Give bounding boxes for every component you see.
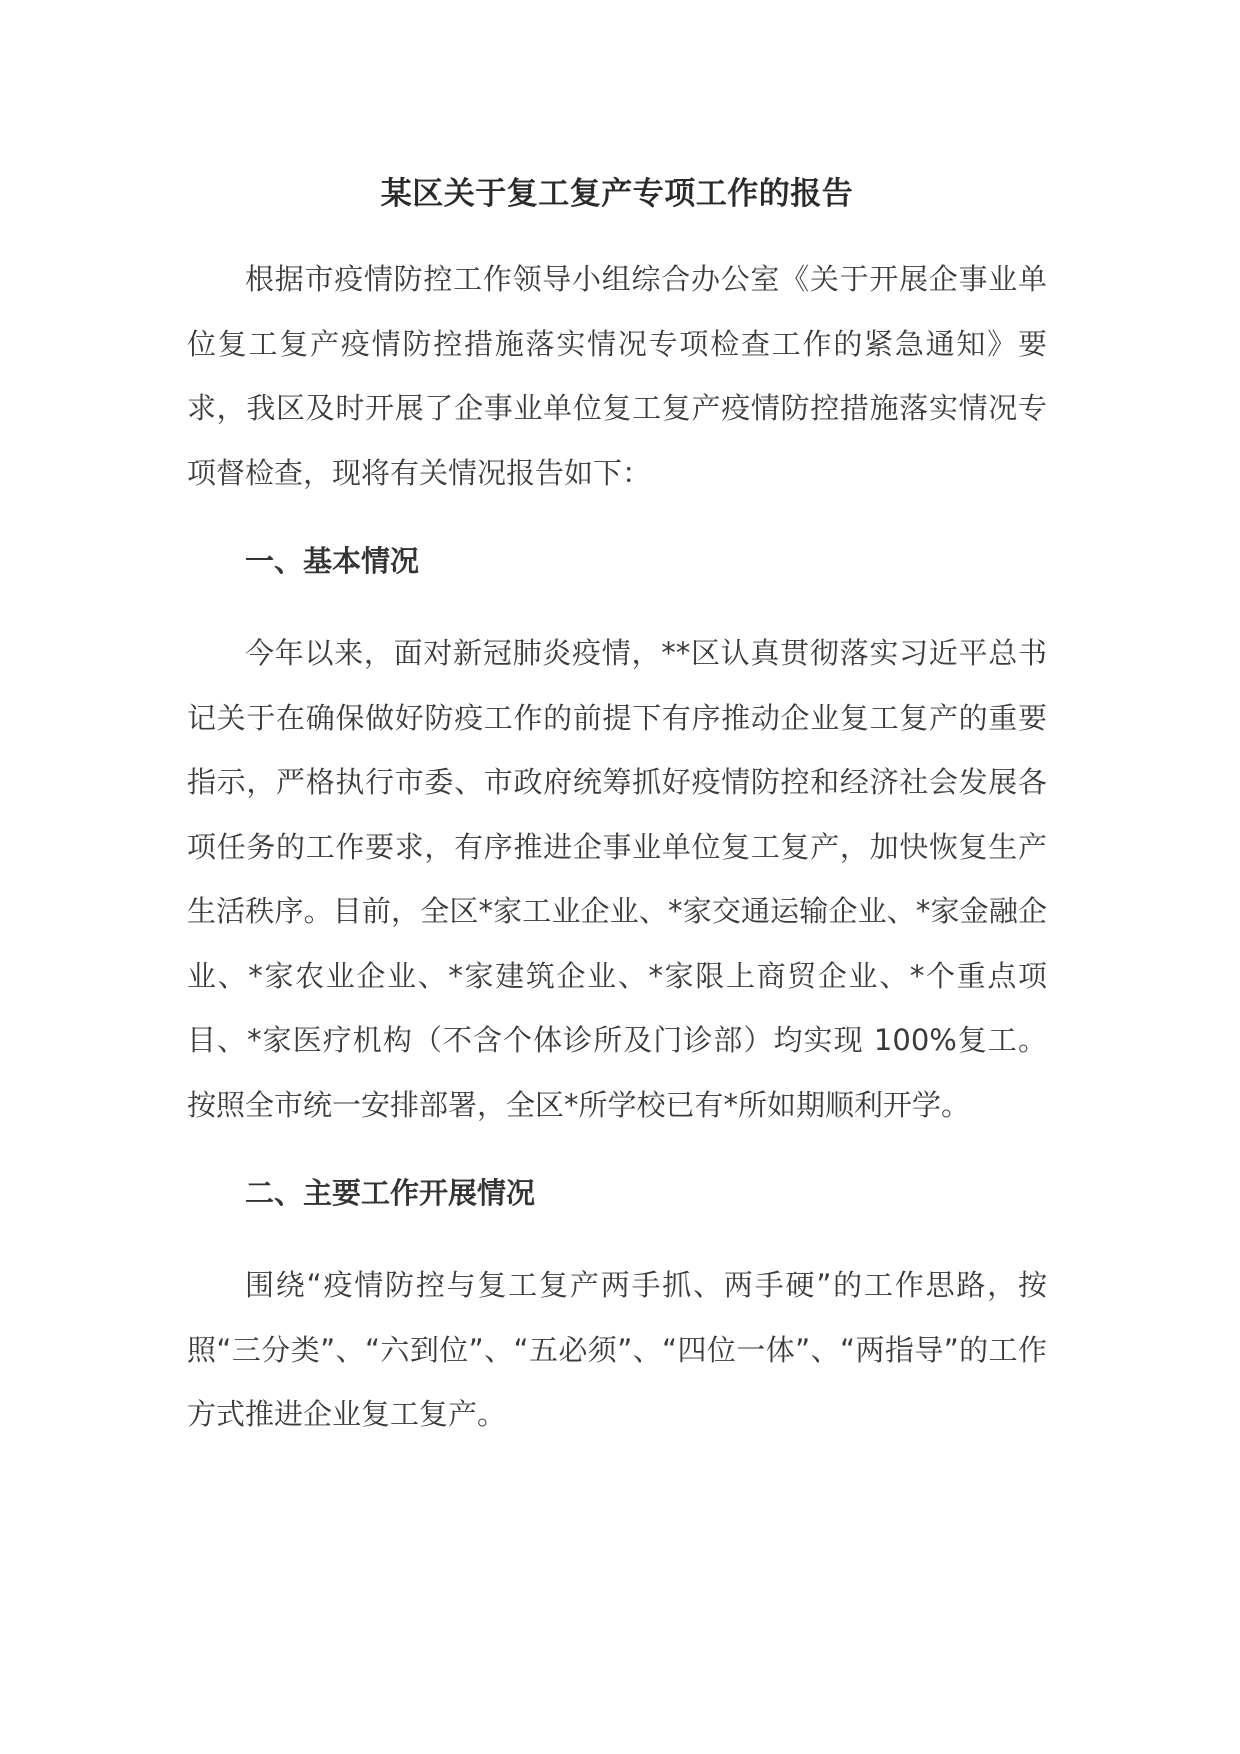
section-heading-basic-situation: 一、基本情况	[245, 544, 420, 578]
document-title: 某区关于复工复产专项工作的报告	[380, 176, 854, 212]
document-page	[187, 150, 1047, 1447]
intro-paragraph: 根据市疫情防控工作领导小组综合办公室《关于开展企事业单位复工复产疫情防控措施落实情况专项检查工作的紧急通知》要求，我区及时开展了企事业单位复工复产疫情防控措施落实情况专项督检查，现将有关情况报告如下：	[187, 262, 1047, 490]
basic-situation-paragraph: 今年以来，面对新冠肺炎疫情，**区认真贯彻落实习近平总书记关于在确保做好防疫工作的前提下有序推动企业复工复产的重要指示，严格执行市委、市政府统筹抓好疫情防控和经济社会发展各项任务的工作要求，有序推进企事业单位复工复产，加快恢复生产生活秩序。目前，全区*家工业企业、*家交通运输企业、*家金融企业、*家农业企业、*家建筑企业、*家限上商贸企业、*个重点项目、*家医疗机构（不含个体诊所及门诊部）均实现 100%复工。按照全市统一安排部署，全区*所学校已有*所如期顺利开学。	[187, 636, 1047, 1122]
section-heading-main-work: 二、主要工作开展情况	[245, 1176, 536, 1210]
main-work-paragraph: 围绕“疫情防控与复工复产两手抓、两手硬”的工作思路，按照“三分类”、“六到位”、“五必须”、“四位一体”、“两指导”的工作方式推进企业复工复产。	[187, 1268, 1047, 1431]
